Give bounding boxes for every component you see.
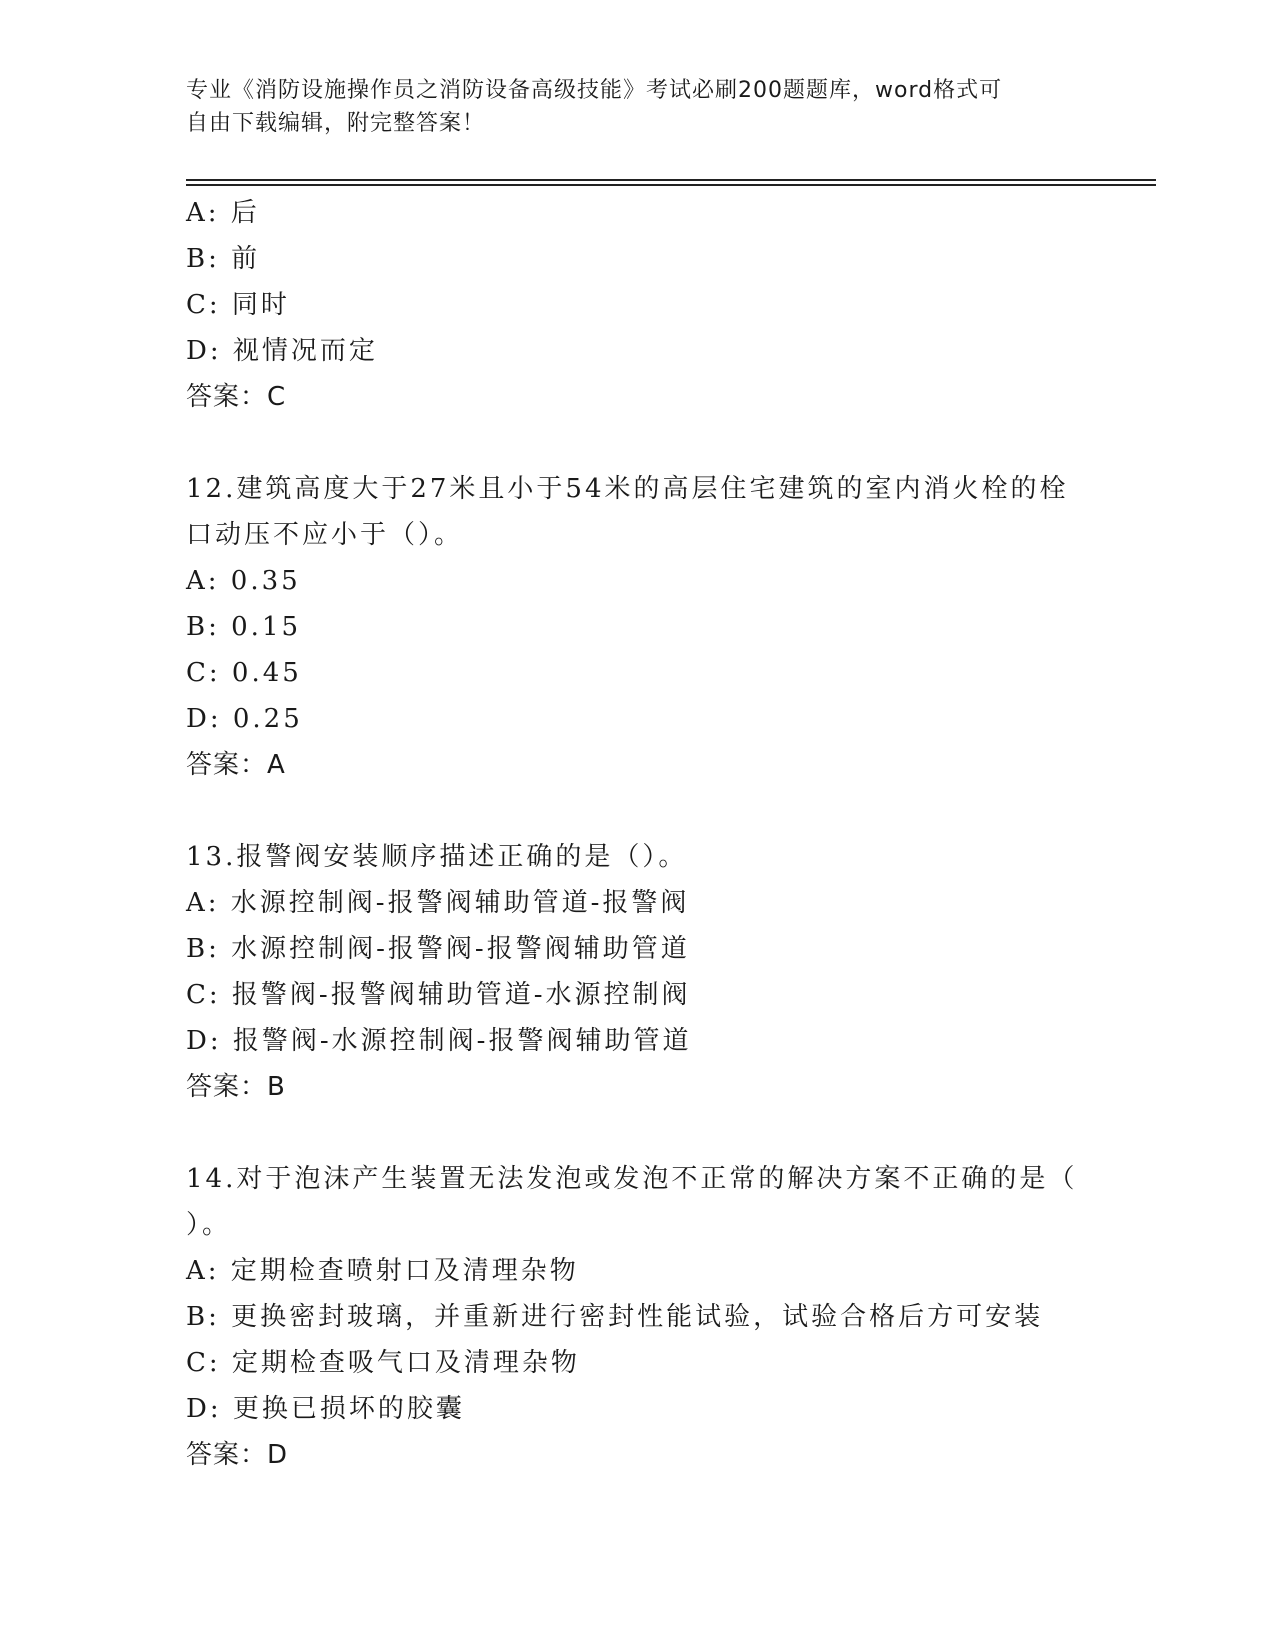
option-d: D: 0.25 (186, 704, 303, 734)
option-a: A: 水源控制阀-报警阀辅助管道-报警阀 (186, 888, 690, 918)
answer: 答案：A (186, 750, 286, 780)
header-line-1: 专业《消防设施操作员之消防设备高级技能》考试必刷200题题库，word格式可 (186, 78, 1003, 103)
option-a: A: 定期检查喷射口及清理杂物 (186, 1256, 579, 1286)
header-line-2: 自由下载编辑，附完整答案！ (186, 111, 486, 136)
question-list (186, 190, 1086, 1478)
option-c: C: 定期检查吸气口及清理杂物 (186, 1348, 580, 1378)
question-13 (186, 834, 1086, 1110)
option-b: B: 水源控制阀-报警阀-报警阀辅助管道 (186, 934, 690, 964)
option-d: D: 更换已损坏的胶囊 (186, 1394, 465, 1424)
option-c: C: 同时 (186, 290, 290, 320)
question-stem-line-1: 12.建筑高度大于27米且小于54米的高层住宅建筑的室内消火栓的栓 (186, 474, 1069, 504)
header-divider-bottom (186, 184, 1156, 186)
option-b: B: 前 (186, 244, 261, 274)
answer: 答案：C (186, 382, 287, 412)
option-b: B: 0.15 (186, 612, 302, 642)
question-11 (186, 190, 1086, 420)
document-header (186, 74, 1086, 140)
question-stem-line-1: 14.对于泡沫产生装置无法发泡或发泡不正常的解决方案不正确的是（ (186, 1164, 1078, 1194)
option-d: D: 视情况而定 (186, 336, 378, 366)
option-a: A: 后 (186, 198, 260, 228)
option-c: C: 0.45 (186, 658, 302, 688)
answer: 答案：B (186, 1072, 286, 1102)
option-b: B: 更换密封玻璃，并重新进行密封性能试验，试验合格后方可安装 (186, 1302, 1044, 1332)
spacer (186, 420, 1086, 466)
question-12 (186, 466, 1086, 788)
spacer (186, 1110, 1086, 1156)
option-c: C: 报警阀-报警阀辅助管道-水源控制阀 (186, 980, 691, 1010)
question-14 (186, 1156, 1086, 1478)
answer: 答案：D (186, 1440, 289, 1470)
question-stem-line-2: 口动压不应小于（）。 (186, 520, 464, 550)
spacer (186, 788, 1086, 834)
question-stem-line-1: 13.报警阀安装顺序描述正确的是（）。 (186, 842, 688, 872)
header-divider-top (186, 179, 1156, 181)
option-d: D: 报警阀-水源控制阀-报警阀辅助管道 (186, 1026, 692, 1056)
option-a: A: 0.35 (186, 566, 301, 596)
question-stem-line-2: ）。 (186, 1210, 232, 1240)
